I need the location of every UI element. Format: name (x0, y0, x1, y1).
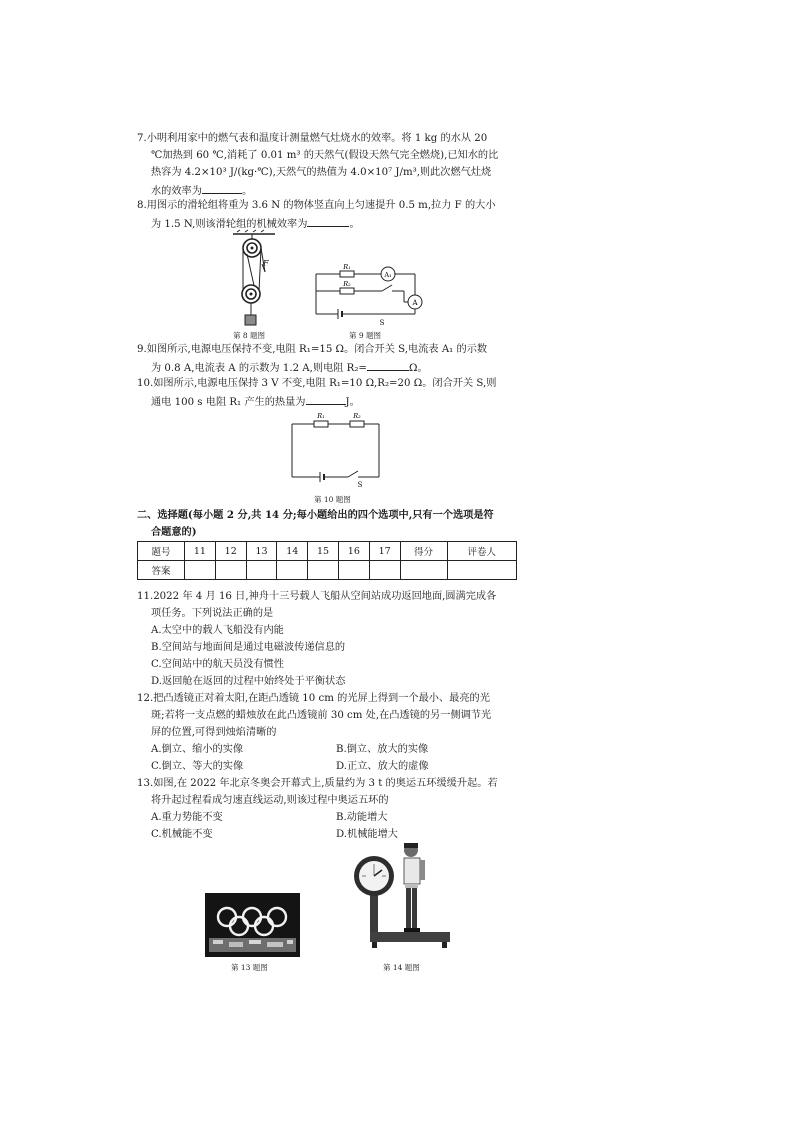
q11-option-b[interactable]: B.空间站与地面间是通过电磁波传递信息的 (151, 642, 346, 653)
answer-table-header-row (138, 542, 517, 561)
q7-answer-blank[interactable] (202, 181, 242, 194)
table-header-cell: 评卷人 (447, 542, 516, 561)
q11-option-d[interactable]: D.返回舱在返回的过程中始终处于平衡状态 (151, 676, 346, 687)
question-9 (137, 341, 525, 377)
olympic-rings-photo (205, 893, 300, 957)
q13-option-d[interactable]: D.机械能增大 (336, 829, 398, 840)
q12-option-d[interactable]: D.正立、放大的虚像 (336, 761, 429, 772)
q9-answer-blank[interactable] (367, 358, 409, 371)
table-header-cell: 15 (308, 542, 339, 561)
section-2-line-2: 合题意的) (151, 526, 197, 538)
answer-cell[interactable] (308, 561, 339, 580)
q13-option-c[interactable]: C.机械能不变 (151, 829, 213, 840)
q12-options (151, 741, 429, 775)
q12-option-b[interactable]: B.倒立、放大的实像 (336, 744, 429, 755)
table-header-cell: 11 (185, 542, 216, 561)
table-header-cell: 13 (246, 542, 277, 561)
switch-label: S (379, 319, 385, 327)
q12-line-1: 12.把凸透镜正对着太阳,在距凸透镜 10 cm 的光屏上得到一个最小、最亮的光 (137, 693, 490, 704)
answer-cell[interactable] (338, 561, 369, 580)
q13-option-a[interactable]: A.重力势能不变 (151, 812, 223, 823)
answer-table (137, 541, 517, 580)
q11-line-2: 项任务。下列说法正确的是 (151, 608, 274, 619)
scale-person-figure (352, 840, 460, 955)
q12-line-3: 屏的位置,可得到烛焰清晰的 (151, 727, 277, 738)
table-header-cell: 17 (369, 542, 400, 561)
table-header-cell: 12 (215, 542, 246, 561)
q11-line-1: 11.2022 年 4 月 16 日,神舟十三号载人飞船从空间站成功返回地面,圆满完成各 (137, 591, 497, 602)
fig10-r1-label: R₁ (317, 412, 325, 420)
q12-line-2: 斑;若将一支点燃的蜡烛放在此凸透镜前 30 cm 处,在凸透镜的另一侧调节光 (151, 710, 492, 721)
fig14-caption: 第 14 题图 (383, 963, 420, 972)
answer-cell[interactable] (215, 561, 246, 580)
q8-answer-blank[interactable] (307, 214, 349, 227)
force-label: F (263, 259, 269, 268)
grader-cell[interactable] (447, 561, 516, 580)
q11-option-c[interactable]: C.空间站中的航天员没有惯性 (151, 659, 284, 670)
ammeter-a-label: A (412, 299, 418, 307)
q13-option-b[interactable]: B.动能增大 (336, 812, 388, 823)
q7-line-3: 热容为 4.2×10³ J/(kg·℃),天然气的热值为 4.0×10⁷ J/m³,则此次燃气灶烧 (151, 167, 492, 178)
q7-line-4: 水的效率为 。 (137, 181, 525, 200)
answer-cell[interactable] (277, 561, 308, 580)
question-11 (137, 588, 525, 690)
q9-line-1: 9.如图所示,电源电压保持不变,电阻 R₁=15 Ω。闭合开关 S,电流表 A₁ 的示数 (137, 344, 488, 355)
q7-line-1: 7.小明利用家中的燃气表和温度计测量燃气灶烧水的效率。将 1 kg 的水从 20 (137, 133, 488, 144)
ammeter-a1-label: A₁ (384, 271, 392, 279)
answer-table-answer-row (138, 561, 517, 580)
q8-line-1: 8.用图示的滑轮组将重为 3.6 N 的物体竖直向上匀速提升 0.5 m,拉力 F 的大小 (137, 200, 496, 211)
fig10-caption: 第 10 题图 (314, 495, 351, 504)
question-12 (137, 690, 525, 741)
table-header-cell: 得分 (400, 542, 447, 561)
question-10 (137, 375, 525, 411)
resistor-r1-label: R₁ (343, 263, 351, 271)
q12-option-c[interactable]: C.倒立、等大的实像 (151, 761, 244, 772)
circuit-fig9 (316, 264, 426, 326)
question-8 (137, 197, 525, 233)
q13-options (151, 809, 398, 843)
table-header-cell: 16 (338, 542, 369, 561)
q13-line-2: 将升起过程看成匀速直线运动,则该过程中奥运五环的 (151, 795, 389, 806)
question-13 (137, 775, 525, 809)
fig10-r2-label: R₂ (353, 412, 361, 420)
score-cell[interactable] (400, 561, 447, 580)
section-2-heading (137, 507, 525, 541)
answer-cell[interactable] (369, 561, 400, 580)
fig10-switch-label: S (357, 481, 363, 489)
q7-line-2: ℃加热到 60 ℃,消耗了 0.01 m³ 的天然气(假设天然气完全燃烧),已知水的比 (151, 150, 499, 161)
q13-line-1: 13.如图,在 2022 年北京冬奥会开幕式上,质量约为 3 t 的奥运五环缓缓升起。若 (137, 778, 498, 789)
table-header-cell: 题号 (138, 542, 185, 561)
answer-cell[interactable] (246, 561, 277, 580)
q12-option-a[interactable]: A.倒立、缩小的实像 (151, 744, 244, 755)
q10-answer-blank[interactable] (306, 392, 346, 405)
section-2-line-1: 二、选择题(每小题 2 分,共 14 分;每小题给出的四个选项中,只有一个选项是符 (137, 509, 494, 521)
q10-line-2: 通电 100 s 电阻 R₁ 产生的热量为 J。 (137, 392, 525, 411)
answer-row-label: 答案 (138, 561, 185, 580)
resistor-r2-label: R₂ (343, 280, 351, 288)
q10-line-1: 10.如图所示,电源电压保持 3 V 不变,电阻 R₁=10 Ω,R₂=20 Ω。闭合开关 S,则 (137, 378, 497, 389)
table-header-cell: 14 (277, 542, 308, 561)
fig9-caption: 第 9 题图 (349, 331, 382, 340)
q11-option-a[interactable]: A.太空中的载人飞船没有内能 (151, 625, 284, 636)
pulley-figure (225, 232, 285, 330)
fig13-caption: 第 13 题图 (231, 963, 268, 972)
q9-line-2: 为 0.8 A,电流表 A 的示数为 1.2 A,则电阻 R₂= Ω。 (137, 358, 525, 377)
q8-line-2: 为 1.5 N,则该滑轮组的机械效率为 。 (137, 214, 525, 233)
fig8-caption: 第 8 题图 (233, 331, 266, 340)
circuit-fig10 (292, 409, 382, 487)
question-7 (137, 130, 525, 200)
answer-cell[interactable] (185, 561, 216, 580)
